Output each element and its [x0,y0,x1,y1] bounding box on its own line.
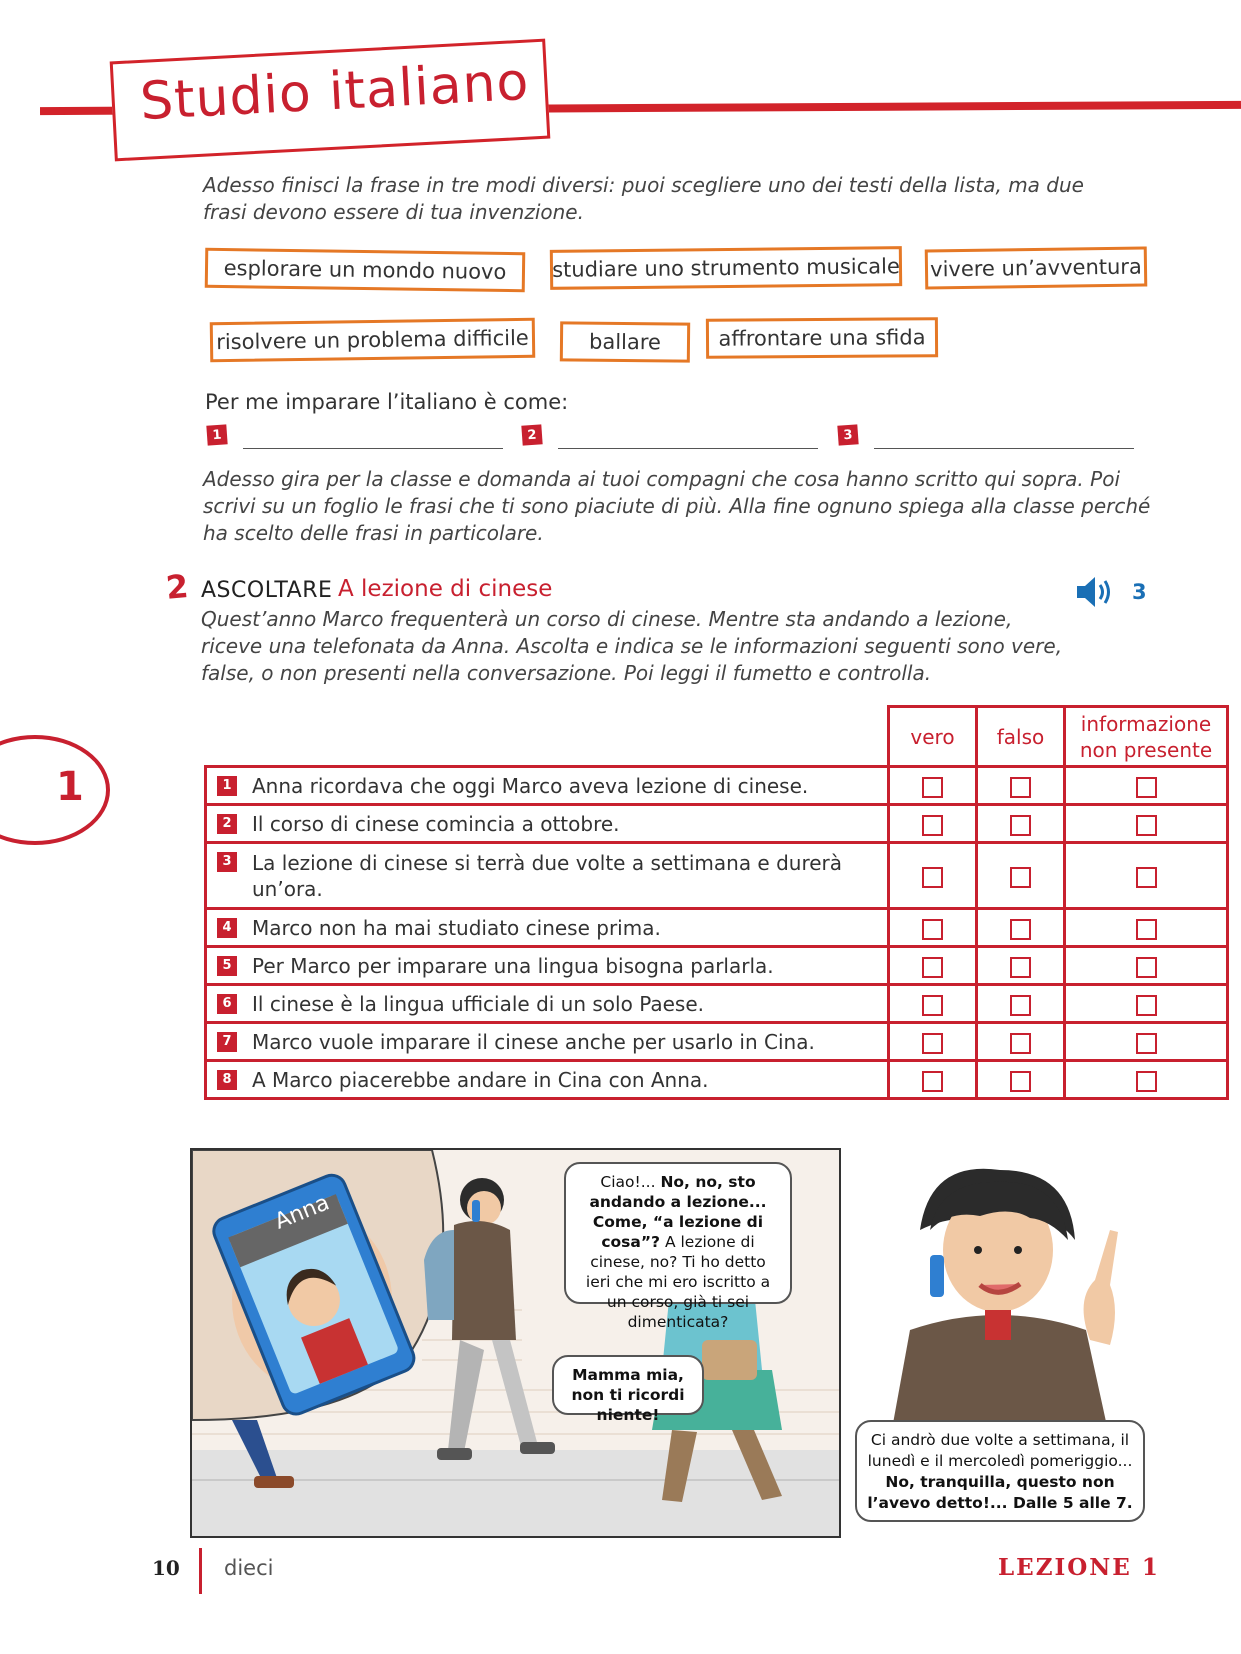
table-row [206,843,1228,909]
row-number-badge: 2 [217,814,237,834]
bubble-text: Ciao!... [600,1173,656,1191]
answer-blank-2[interactable] [558,448,818,449]
checkbox-falso[interactable] [1010,1033,1031,1054]
blank-number-badge: 2 [521,424,542,445]
row-number-badge: 1 [217,776,237,796]
statement-text: Il corso di cinese comincia a ottobre. [252,811,620,836]
checkbox-falso[interactable] [1010,919,1031,940]
checkbox-non-presente[interactable] [1136,867,1157,888]
table-row [206,1023,1228,1061]
checkbox-non-presente[interactable] [1136,1071,1157,1092]
table-row [206,909,1228,947]
checkbox-non-presente[interactable] [1136,1033,1157,1054]
table-row [206,947,1228,985]
bubble-text-bold: No, no, sto andando a lezione... Come, “a lezione di cosa”? [589,1173,767,1251]
chip-option: esplorare un mondo nuovo [205,248,526,292]
checkbox-non-presente[interactable] [1136,815,1157,836]
speech-bubble-portrait [855,1420,1145,1522]
page-number: 10 [152,1556,180,1580]
footer-divider [199,1548,202,1594]
statement-text: Marco vuole imparare il cinese anche per usarlo in Cina. [252,1029,815,1054]
blank-number-badge: 3 [837,424,858,445]
speech-bubble-marco [564,1162,792,1331]
checkbox-vero[interactable] [922,995,943,1016]
row-number-badge: 4 [217,918,237,938]
section-title: A lezione di cinese [338,576,553,602]
statement-text: Marco non ha mai studiato cinese prima. [252,915,661,940]
header-vero: vero [889,707,977,767]
checkbox-vero[interactable] [922,1033,943,1054]
checkbox-vero[interactable] [922,867,943,888]
statement-text: Anna ricordava che oggi Marco aveva lezione di cinese. [252,773,809,798]
checkbox-non-presente[interactable] [1136,995,1157,1016]
checkbox-non-presente[interactable] [1136,957,1157,978]
table-row [206,767,1228,805]
checkbox-vero[interactable] [922,777,943,798]
chapter-tab-number: 1 [56,764,84,810]
row-number-badge: 6 [217,994,237,1014]
checkbox-falso[interactable] [1010,777,1031,798]
blank-number-badge: 1 [206,424,227,445]
checkbox-vero[interactable] [922,957,943,978]
checkbox-falso[interactable] [1010,1071,1031,1092]
checkbox-falso[interactable] [1010,957,1031,978]
checkbox-non-presente[interactable] [1136,919,1157,940]
checkbox-falso[interactable] [1010,867,1031,888]
chip-option: studiare uno strumento musicale [550,246,902,290]
audio-track-number: 3 [1132,580,1147,604]
chip-option: vivere un’avventura [925,246,1148,289]
intro-instruction: Adesso finisci la frase in tre modi diversi: puoi scegliere uno dei testi della lista, ma due frasi devono essere di tua invenzione. [203,173,1084,224]
checkbox-non-presente[interactable] [1136,777,1157,798]
checkbox-vero[interactable] [922,919,943,940]
section-number: 2 [164,567,190,607]
comic-panel-marco-portrait [860,1160,1160,1440]
bubble-text-bold: No, tranquilla, questo non l’avevo detto!... Dalle 5 alle 7. [867,1473,1133,1512]
section-label: ASCOLTARE [201,578,333,603]
header-falso: falso [977,707,1065,767]
page-title: Studio italiano [138,51,531,133]
audio-speaker-icon[interactable] [1075,574,1117,610]
phone-caller-name: Anna [271,1190,334,1235]
row-number-badge: 3 [217,852,237,872]
answer-blank-1[interactable] [243,448,503,449]
bubble-text: A lezione di cinese, no? Ti ho detto ieri che mi ero iscritto a un corso, già ti sei dimenticata? [585,1233,771,1331]
chip-option: ballare [560,321,690,362]
checkbox-vero[interactable] [922,815,943,836]
page-word: dieci [224,1556,274,1580]
bubble-text: Ci andrò due volte a settimana, il lunedì e il mercoledì pomeriggio... [867,1431,1133,1470]
chip-option: risolvere un problema difficile [210,318,536,363]
statement-text: A Marco piacerebbe andare in Cina con Anna. [252,1067,709,1092]
group-instruction: Adesso gira per la classe e domanda ai tuoi compagni che cosa hanno scritto qui sopra. Poi scrivi su un foglio le frasi che ti sono piaciute di più. Alla fine ognuno spiega alla classe perché ha scelto delle frasi in particolare. [203,467,1151,545]
statement-text: Per Marco per imparare una lingua bisogna parlarla. [252,953,774,978]
true-false-table [204,705,1229,1100]
table-row [206,1061,1228,1099]
answer-blank-3[interactable] [874,448,1134,449]
section-description: Quest’anno Marco frequenterà un corso di cinese. Mentre sta andando a lezione, riceve una telefonata da Anna. Ascolta e indica se le informazioni seguenti sono vere, false, o non presenti nella conversazione. Poi leggi il fumetto e controlla. [201,607,1063,685]
row-number-badge: 8 [217,1070,237,1090]
statement-text: La lezione di cinese si terrà due volte a settimana e durerà un’ora. [252,850,843,901]
row-number-badge: 7 [217,1032,237,1052]
table-row [206,985,1228,1023]
speech-bubble-thought: Mamma mia, non ti ricordi niente! [552,1355,704,1415]
header-non-presente: informazione non presente [1065,707,1228,767]
comic-panel-street [190,1148,841,1538]
checkbox-falso[interactable] [1010,995,1031,1016]
table-row [206,805,1228,843]
completion-prompt: Per me imparare l’italiano è come: [205,390,569,414]
chip-option: affrontare una sfida [706,317,938,359]
checkbox-falso[interactable] [1010,815,1031,836]
chapter-tab-ring [0,735,110,845]
checkbox-vero[interactable] [922,1071,943,1092]
row-number-badge: 5 [217,956,237,976]
lesson-label: LEZIONE 1 [998,1554,1160,1581]
statement-text: Il cinese è la lingua ufficiale di un solo Paese. [252,991,705,1016]
